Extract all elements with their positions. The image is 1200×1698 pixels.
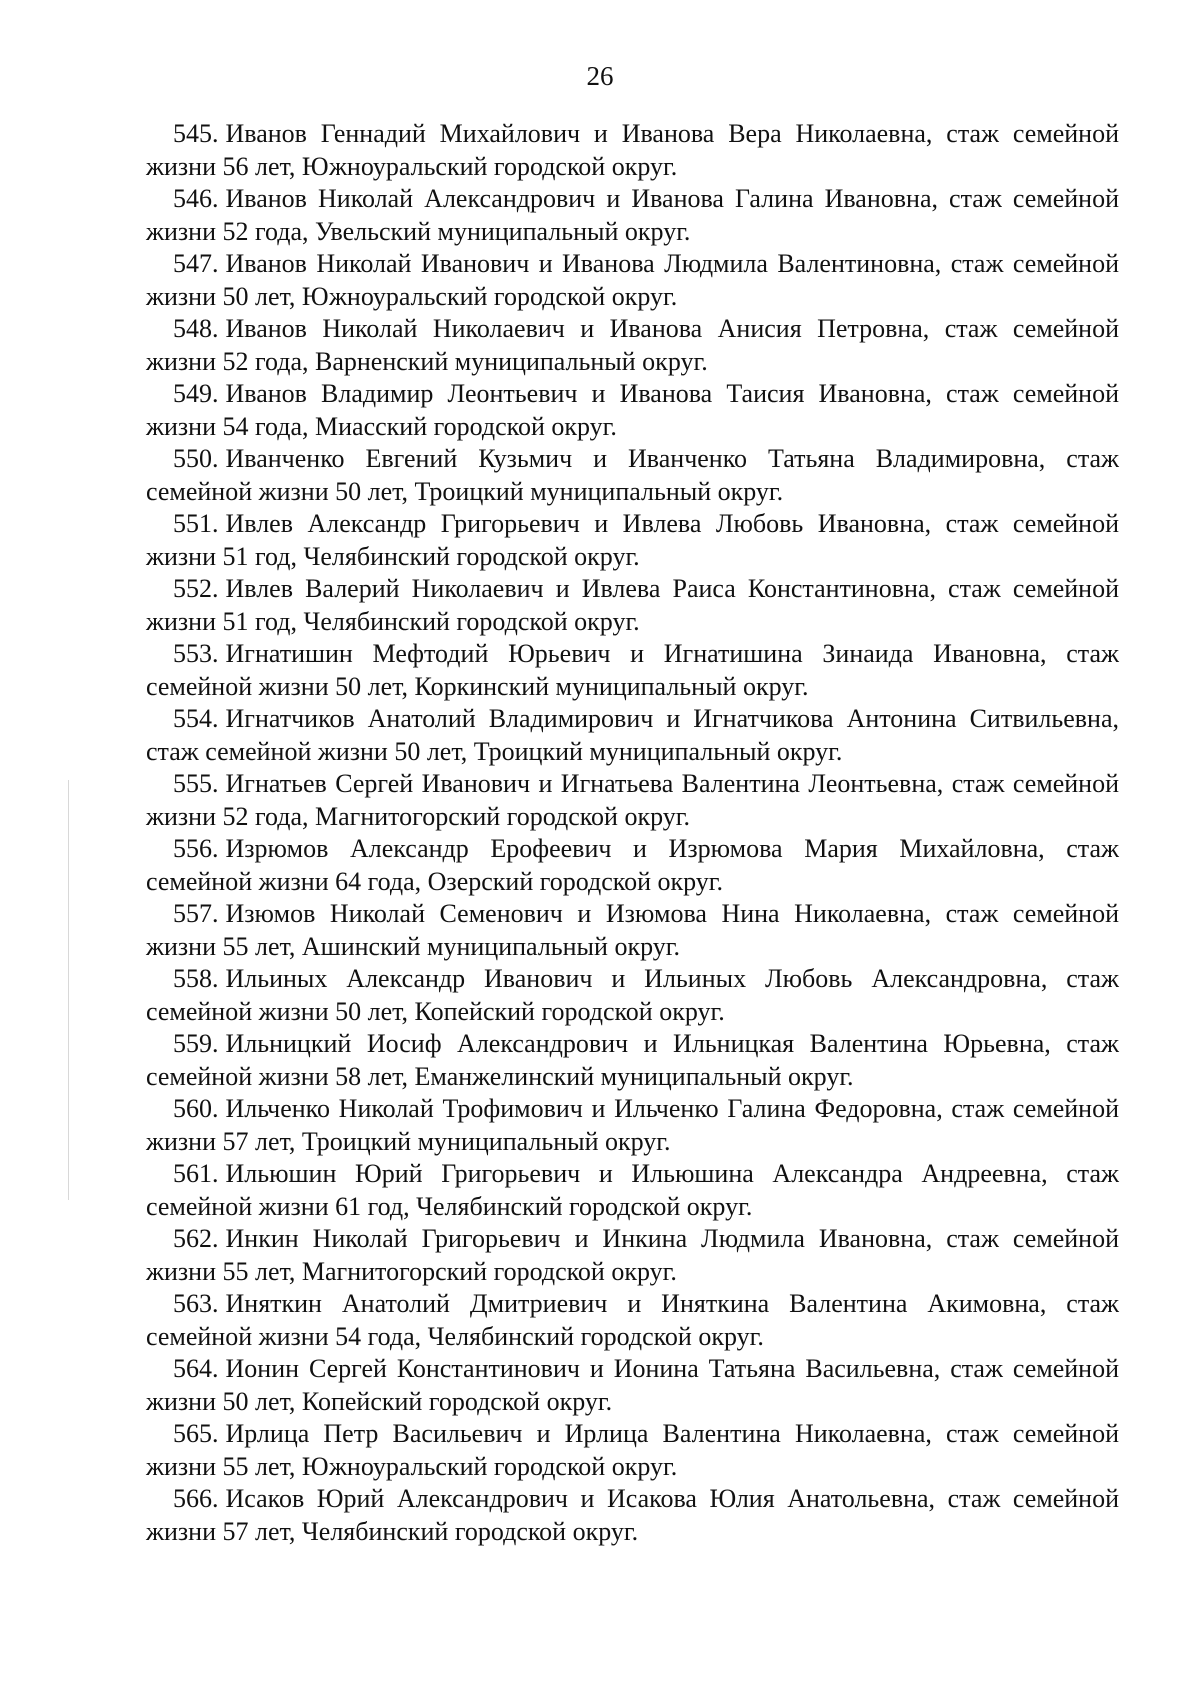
entry-text: Иванов Владимир Леонтьевич и Иванова Таисия Ивановна, стаж семейной жизни 54 года, Миасский городской округ. xyxy=(146,379,1119,441)
entry-number: 564. xyxy=(173,1354,219,1383)
entry-text: Ильиных Александр Иванович и Ильиных Любовь Александровна, стаж семейной жизни 50 лет, Копейский городской округ. xyxy=(146,964,1119,1026)
list-item xyxy=(146,703,1119,768)
list-item xyxy=(146,1093,1119,1158)
entry-text: Игнатишин Мефтодий Юрьевич и Игнатишина Зинаида Ивановна, стаж семейной жизни 50 лет, Коркинский муниципальный округ. xyxy=(146,639,1119,701)
entry-number: 545. xyxy=(173,119,219,148)
entry-text: Ивлев Валерий Николаевич и Ивлева Раиса Константиновна, стаж семейной жизни 51 год, Челябинский городской округ. xyxy=(146,574,1119,636)
entry-number: 555. xyxy=(173,769,219,798)
list-item xyxy=(146,248,1119,313)
list-item xyxy=(146,1418,1119,1483)
list-item xyxy=(146,1028,1119,1093)
entry-number: 549. xyxy=(173,379,219,408)
entry-number: 556. xyxy=(173,834,219,863)
entry-number: 565. xyxy=(173,1419,219,1448)
entry-number: 560. xyxy=(173,1094,219,1123)
list-item xyxy=(146,963,1119,1028)
entry-text: Иняткин Анатолий Дмитриевич и Иняткина Валентина Акимовна, стаж семейной жизни 54 года, Челябинский городской округ. xyxy=(146,1289,1119,1351)
entry-text: Ирлица Петр Васильевич и Ирлица Валентина Николаевна, стаж семейной жизни 55 лет, Южноуральский городской округ. xyxy=(146,1419,1119,1481)
list-item xyxy=(146,313,1119,378)
entry-number: 561. xyxy=(173,1159,219,1188)
entry-number: 550. xyxy=(173,444,219,473)
list-item xyxy=(146,573,1119,638)
entry-number: 559. xyxy=(173,1029,219,1058)
entry-text: Иванов Николай Иванович и Иванова Людмила Валентиновна, стаж семейной жизни 50 лет, Южноуральский городской округ. xyxy=(146,249,1119,311)
entry-text: Иванченко Евгений Кузьмич и Иванченко Татьяна Владимировна, стаж семейной жизни 50 лет, Троицкий муниципальный округ. xyxy=(146,444,1119,506)
entry-text: Ильюшин Юрий Григорьевич и Ильюшина Александра Андреевна, стаж семейной жизни 61 год, Челябинский городской округ. xyxy=(146,1159,1119,1221)
entry-text: Ионин Сергей Константинович и Ионина Татьяна Васильевна, стаж семейной жизни 50 лет, Копейский городской округ. xyxy=(146,1354,1119,1416)
list-item xyxy=(146,898,1119,963)
list-item xyxy=(146,378,1119,443)
entry-number: 548. xyxy=(173,314,219,343)
entry-text: Иванов Николай Николаевич и Иванова Анисия Петровна, стаж семейной жизни 52 года, Варненский муниципальный округ. xyxy=(146,314,1119,376)
list-item xyxy=(146,1223,1119,1288)
list-item xyxy=(146,833,1119,898)
entry-text: Исаков Юрий Александрович и Исакова Юлия Анатольевна, стаж семейной жизни 57 лет, Челябинский городской округ. xyxy=(146,1484,1119,1546)
entry-text: Ильченко Николай Трофимович и Ильченко Галина Федоровна, стаж семейной жизни 57 лет, Троицкий муниципальный округ. xyxy=(146,1094,1119,1156)
entry-text: Игнатчиков Анатолий Владимирович и Игнатчикова Антонина Ситвильевна, стаж семейной жизни 50 лет, Троицкий муниципальный округ. xyxy=(146,704,1119,766)
list-item xyxy=(146,508,1119,573)
scan-fold-line xyxy=(68,780,69,1200)
page-number: 26 xyxy=(586,61,614,91)
entry-number: 552. xyxy=(173,574,219,603)
list-item xyxy=(146,638,1119,703)
list-item xyxy=(146,1288,1119,1353)
entry-number: 554. xyxy=(173,704,219,733)
entry-number: 566. xyxy=(173,1484,219,1513)
entry-text: Изюмов Николай Семенович и Изюмова Нина Николаевна, стаж семейной жизни 55 лет, Ашинский муниципальный округ. xyxy=(146,899,1119,961)
entry-text: Иванов Геннадий Михайлович и Иванова Вера Николаевна, стаж семейной жизни 56 лет, Южноуральский городской округ. xyxy=(146,119,1119,181)
entries-list xyxy=(146,118,1119,1548)
entry-number: 563. xyxy=(173,1289,219,1318)
list-item xyxy=(146,443,1119,508)
list-item xyxy=(146,768,1119,833)
list-item xyxy=(146,1353,1119,1418)
entry-number: 547. xyxy=(173,249,219,278)
entry-number: 546. xyxy=(173,184,219,213)
entry-text: Ивлев Александр Григорьевич и Ивлева Любовь Ивановна, стаж семейной жизни 51 год, Челябинский городской округ. xyxy=(146,509,1119,571)
list-item xyxy=(146,118,1119,183)
entry-text: Инкин Николай Григорьевич и Инкина Людмила Ивановна, стаж семейной жизни 55 лет, Магнитогорский городской округ. xyxy=(146,1224,1119,1286)
entry-number: 557. xyxy=(173,899,219,928)
list-item xyxy=(146,183,1119,248)
entry-number: 553. xyxy=(173,639,219,668)
list-item xyxy=(146,1158,1119,1223)
entry-text: Ильницкий Иосиф Александрович и Ильницкая Валентина Юрьевна, стаж семейной жизни 58 лет, Еманжелинский муниципальный округ. xyxy=(146,1029,1119,1091)
list-item xyxy=(146,1483,1119,1548)
entry-number: 551. xyxy=(173,509,219,538)
entry-text: Изрюмов Александр Ерофеевич и Изрюмова Мария Михайловна, стаж семейной жизни 64 года, Озерский городской округ. xyxy=(146,834,1119,896)
entry-text: Иванов Николай Александрович и Иванова Галина Ивановна, стаж семейной жизни 52 года, Увельский муниципальный округ. xyxy=(146,184,1119,246)
entry-number: 562. xyxy=(173,1224,219,1253)
entry-number: 558. xyxy=(173,964,219,993)
entry-text: Игнатьев Сергей Иванович и Игнатьева Валентина Леонтьевна, стаж семейной жизни 52 года, Магнитогорский городской округ. xyxy=(146,769,1119,831)
